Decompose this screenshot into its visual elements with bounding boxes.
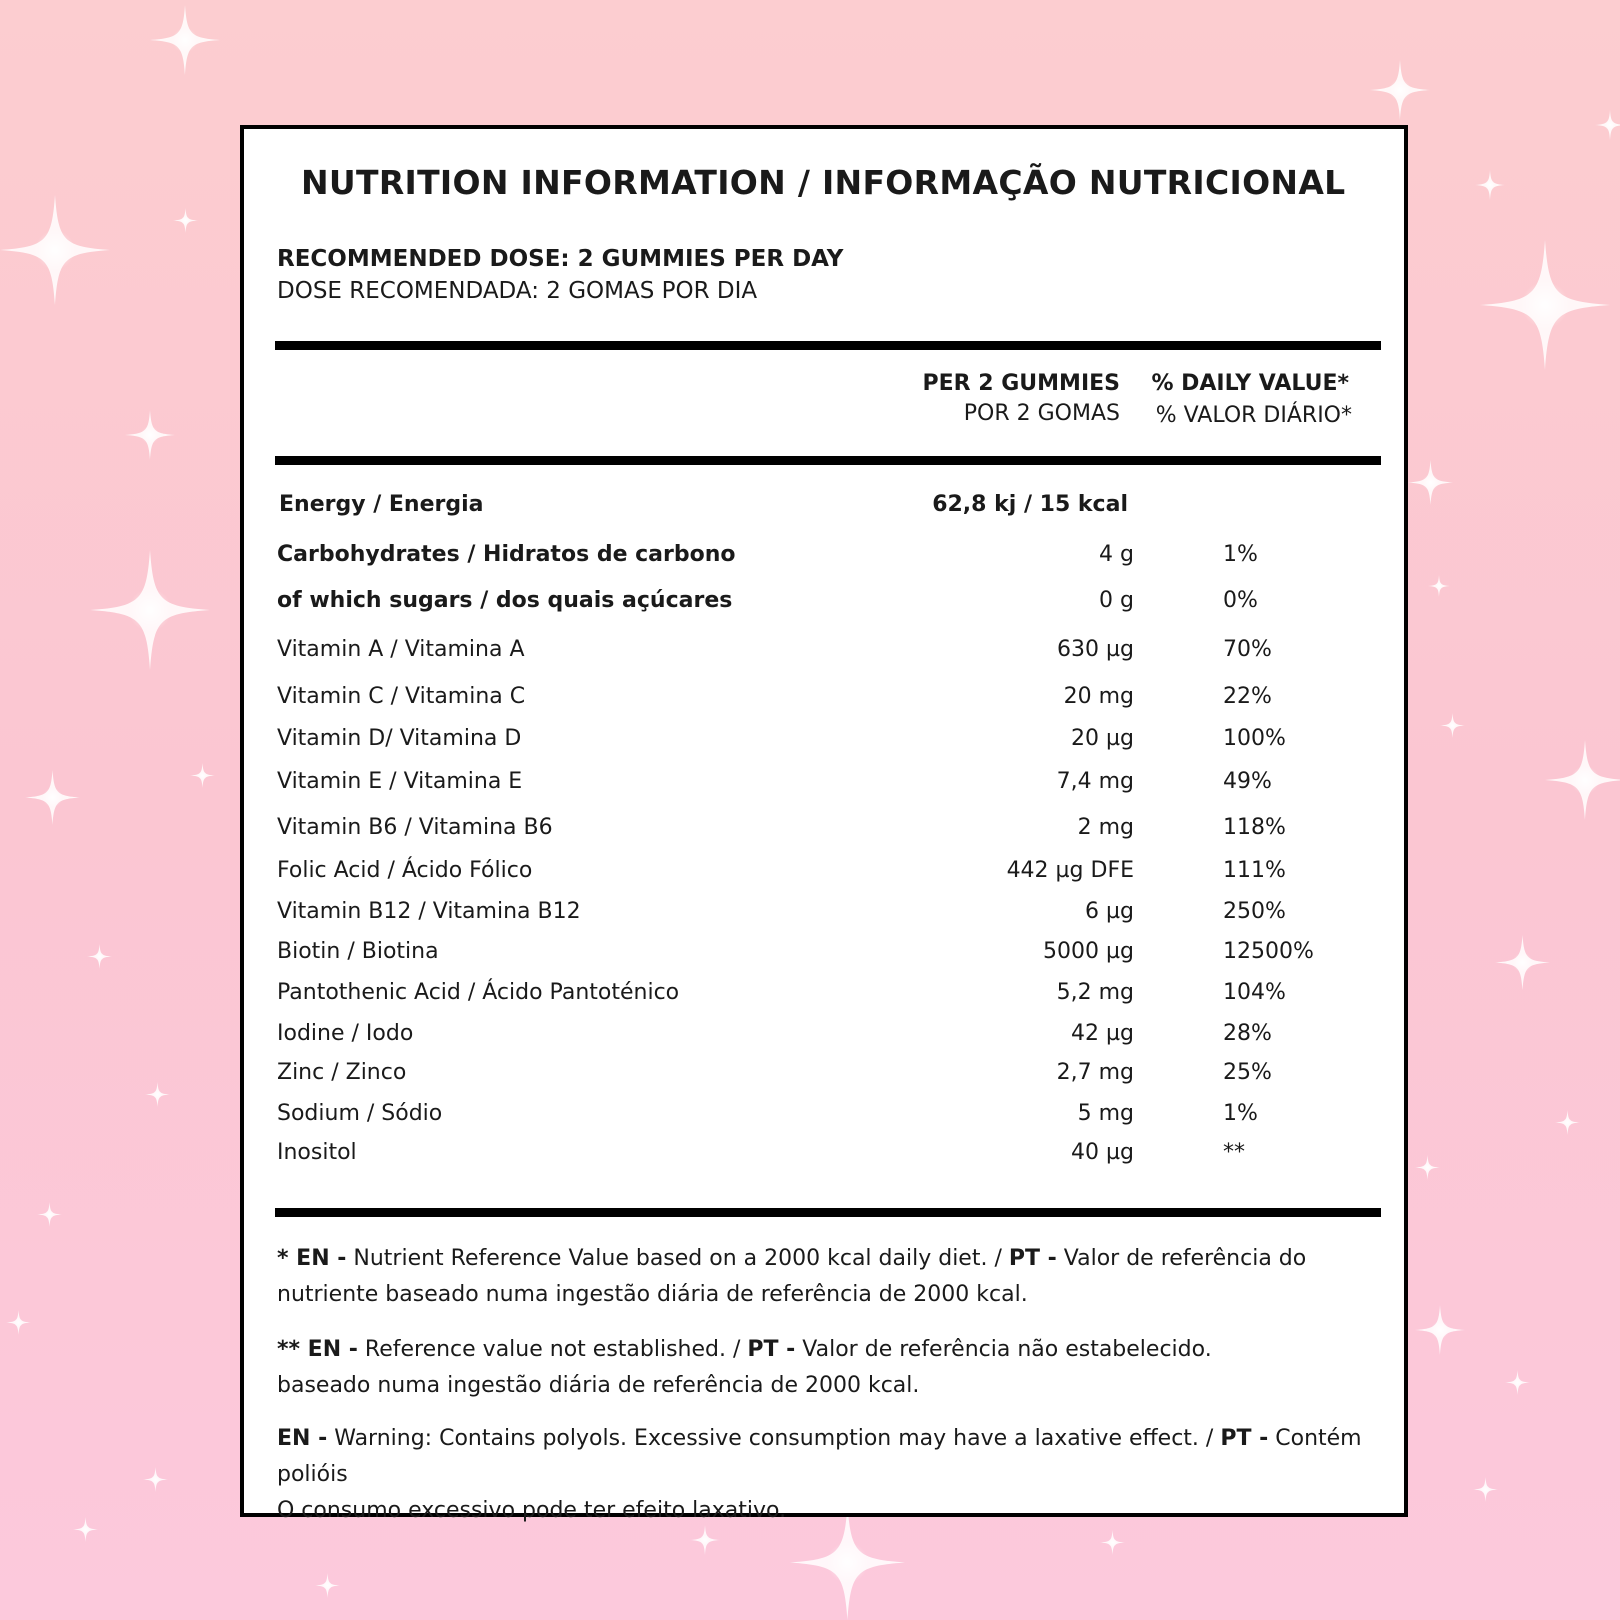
energy-value: 62,8 kj / 15 kcal bbox=[932, 492, 1128, 517]
nutrient-amount: 20 µg bbox=[1071, 726, 1134, 751]
nutrient-daily-value: 1% bbox=[1223, 542, 1258, 567]
nutrient-amount: 2 mg bbox=[1077, 815, 1134, 840]
nutrient-daily-value: 12500% bbox=[1223, 939, 1314, 964]
header-amount-pt: POR 2 GOMAS bbox=[963, 401, 1120, 426]
nutrient-amount: 5000 µg bbox=[1043, 939, 1134, 964]
recommended-dose-pt: DOSE RECOMENDADA: 2 GOMAS POR DIA bbox=[277, 278, 758, 304]
nutrition-panel bbox=[240, 125, 1408, 1523]
nutrient-amount: 442 µg DFE bbox=[1006, 858, 1134, 883]
nutrient-daily-value: 28% bbox=[1223, 1021, 1272, 1046]
energy-label: Energy / Energia bbox=[279, 492, 484, 517]
nutrient-daily-value: 118% bbox=[1223, 815, 1286, 840]
nutrient-daily-value: 49% bbox=[1223, 769, 1272, 794]
nutrient-label: Zinc / Zinco bbox=[277, 1060, 407, 1085]
nutrient-label: Carbohydrates / Hidratos de carbono bbox=[277, 542, 736, 567]
nutrient-amount: 5 mg bbox=[1077, 1101, 1134, 1126]
nutrient-amount: 42 µg bbox=[1071, 1021, 1134, 1046]
header-dv-pt: % VALOR DIÁRIO* bbox=[1155, 403, 1352, 428]
recommended-dose-en: RECOMMENDED DOSE: 2 GUMMIES PER DAY bbox=[277, 246, 844, 272]
nutrient-label: Vitamin D/ Vitamina D bbox=[277, 726, 522, 751]
footnote-1: * EN - Nutrient Reference Value based on a 2000 kcal daily diet. / PT - Valor de referência do nutriente baseado numa ingestão diária de referência de 2000 kcal. bbox=[277, 1246, 1307, 1307]
header-dv-en: % DAILY VALUE* bbox=[1151, 371, 1349, 396]
nutrient-amount: 7,4 mg bbox=[1056, 769, 1134, 794]
page-title: NUTRITION INFORMATION / INFORMAÇÃO NUTRICIONAL bbox=[301, 163, 1346, 202]
nutrient-amount: 630 µg bbox=[1057, 637, 1134, 662]
nutrient-amount: 0 g bbox=[1099, 588, 1134, 613]
nutrient-label: Vitamin C / Vitamina C bbox=[277, 684, 526, 709]
nutrient-label: Vitamin A / Vitamina A bbox=[277, 637, 525, 662]
nutrient-amount: 5,2 mg bbox=[1056, 980, 1134, 1005]
nutrient-label: Biotin / Biotina bbox=[277, 939, 439, 964]
nutrient-daily-value: 25% bbox=[1223, 1060, 1272, 1085]
divider-header bbox=[275, 456, 1381, 465]
nutrient-label: Iodine / Iodo bbox=[277, 1021, 414, 1046]
nutrient-amount: 4 g bbox=[1099, 542, 1134, 567]
nutrient-label: Sodium / Sódio bbox=[277, 1101, 443, 1126]
footnote-3: EN - Warning: Contains polyols. Excessive consumption may have a laxative effect. / PT - Contém polióis O consumo excessivo pode ter efeito laxativo. bbox=[277, 1426, 1362, 1523]
nutrient-amount: 6 µg bbox=[1085, 899, 1134, 924]
nutrient-daily-value: 111% bbox=[1223, 858, 1286, 883]
nutrient-daily-value: 100% bbox=[1223, 726, 1286, 751]
nutrient-label: Folic Acid / Ácido Fólico bbox=[277, 858, 533, 883]
header-amount-en: PER 2 GUMMIES bbox=[922, 371, 1120, 396]
nutrient-label: Vitamin B12 / Vitamina B12 bbox=[277, 899, 581, 924]
nutrient-amount: 40 µg bbox=[1071, 1140, 1134, 1165]
nutrient-amount: 2,7 mg bbox=[1056, 1060, 1134, 1085]
nutrient-daily-value: 104% bbox=[1223, 980, 1286, 1005]
divider-top bbox=[275, 341, 1381, 350]
nutrient-label: Inositol bbox=[277, 1140, 357, 1165]
nutrient-amount: 20 mg bbox=[1063, 684, 1134, 709]
nutrient-label: Vitamin B6 / Vitamina B6 bbox=[277, 815, 553, 840]
nutrient-daily-value: 1% bbox=[1223, 1101, 1258, 1126]
divider-bottom bbox=[275, 1208, 1381, 1217]
nutrient-label: Pantothenic Acid / Ácido Pantoténico bbox=[277, 980, 680, 1005]
footnote-2: ** EN - Reference value not established. / PT - Valor de referência não estabelecido. baseado numa ingestão diária de referência de 2000 kcal. bbox=[277, 1337, 1212, 1398]
nutrient-daily-value: 70% bbox=[1223, 637, 1272, 662]
nutrient-daily-value: 250% bbox=[1223, 899, 1286, 924]
nutrient-label: of which sugars / dos quais açúcares bbox=[277, 588, 733, 613]
nutrient-label: Vitamin E / Vitamina E bbox=[277, 769, 523, 794]
nutrient-daily-value: ** bbox=[1223, 1140, 1245, 1165]
nutrient-daily-value: 22% bbox=[1223, 684, 1272, 709]
nutrient-daily-value: 0% bbox=[1223, 588, 1258, 613]
